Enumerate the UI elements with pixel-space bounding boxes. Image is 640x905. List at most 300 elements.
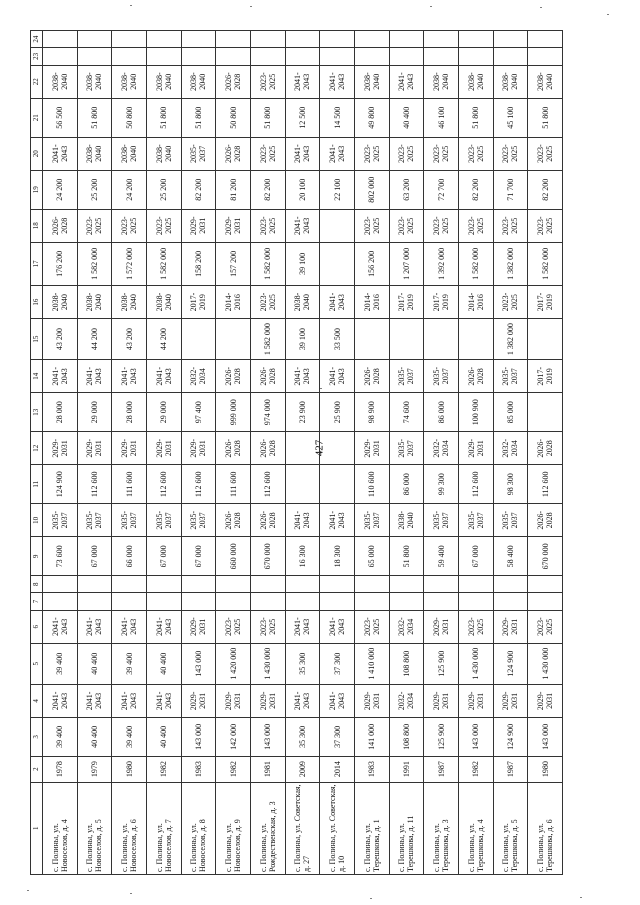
table-cell: 2029-2031 xyxy=(354,432,389,465)
table-cell xyxy=(424,48,459,65)
table-cell: 125 900 xyxy=(424,718,459,757)
table-cell: 2041-2043 xyxy=(112,610,147,643)
table-cell: 1 392 000 xyxy=(424,242,459,285)
table-cell: 2023-2025 xyxy=(250,209,285,242)
table-cell: 67 000 xyxy=(146,537,181,576)
scan-speck xyxy=(250,6,252,7)
column-header: 22 xyxy=(31,65,43,98)
table-cell xyxy=(389,593,424,610)
table-cell xyxy=(528,576,563,593)
table-cell: 2041-2043 xyxy=(285,610,320,643)
table-cell: 2023-2025 xyxy=(354,209,389,242)
table-cell: 2029-2031 xyxy=(250,684,285,717)
table-cell xyxy=(424,31,459,48)
table-cell: 143 000 xyxy=(528,718,563,757)
table-row xyxy=(528,31,563,875)
table-cell xyxy=(250,31,285,48)
table-cell: 2023-2025 xyxy=(146,209,181,242)
table-cell: 2041-2043 xyxy=(320,285,355,318)
table-cell: 2023-2025 xyxy=(493,209,528,242)
table-cell: 2038-2040 xyxy=(458,65,493,98)
address-cell: с. Полины, ул. Терешкова, д. 6 xyxy=(528,782,563,874)
table-cell xyxy=(146,48,181,65)
table-cell: 1982 xyxy=(146,756,181,782)
table-cell xyxy=(146,593,181,610)
table-cell: 112 600 xyxy=(146,465,181,504)
table-cell xyxy=(77,48,112,65)
table-cell xyxy=(354,31,389,48)
table-cell: 2041-2043 xyxy=(320,360,355,393)
table-cell: 2041-2043 xyxy=(77,610,112,643)
table-cell: 35 300 xyxy=(285,718,320,757)
column-header: 19 xyxy=(31,170,43,209)
column-header: 10 xyxy=(31,504,43,537)
table-cell: 2029-2031 xyxy=(354,684,389,717)
table-cell: 1 582 000 xyxy=(250,242,285,285)
page-number: 427 xyxy=(313,439,326,457)
table-cell: 28 000 xyxy=(112,393,147,432)
table-cell: 2035-2037 xyxy=(389,360,424,393)
table-cell xyxy=(354,593,389,610)
table-cell: 2035-2037 xyxy=(493,360,528,393)
table-cell: 59 400 xyxy=(424,537,459,576)
scan-speck xyxy=(540,7,542,8)
table-cell: 670 000 xyxy=(528,537,563,576)
table-cell: 142 000 xyxy=(216,718,251,757)
table-cell: 2035-2037 xyxy=(146,504,181,537)
table-cell: 1983 xyxy=(181,756,216,782)
table-cell xyxy=(216,319,251,360)
table-row xyxy=(493,31,528,875)
table-cell: 2041-2043 xyxy=(285,504,320,537)
table-cell: 2041-2043 xyxy=(320,684,355,717)
table-cell: 86 000 xyxy=(389,465,424,504)
table-cell: 2026-2028 xyxy=(528,432,563,465)
table-cell: 2035-2037 xyxy=(493,504,528,537)
document-sheet xyxy=(30,30,563,875)
table-cell xyxy=(112,48,147,65)
table-cell: 2038-2040 xyxy=(389,504,424,537)
table-cell xyxy=(389,576,424,593)
table-cell xyxy=(320,242,355,285)
column-header: 11 xyxy=(31,465,43,504)
table-cell: 2026-2028 xyxy=(458,360,493,393)
table-cell: 37 300 xyxy=(320,718,355,757)
table-cell: 100 900 xyxy=(458,393,493,432)
table-cell: 2023-2025 xyxy=(424,137,459,170)
table-cell: 124 900 xyxy=(43,465,78,504)
table-cell xyxy=(43,48,78,65)
table-cell: 2023-2025 xyxy=(250,285,285,318)
table-cell xyxy=(493,593,528,610)
table-cell: 1 582 000 xyxy=(77,242,112,285)
table-cell xyxy=(320,593,355,610)
table-cell: 143 000 xyxy=(458,718,493,757)
table-cell: 40 400 xyxy=(389,98,424,137)
address-cell: с. Полины, ул. Советская, д. 27 xyxy=(285,782,320,874)
table-cell: 39 400 xyxy=(43,718,78,757)
table-cell: 2038-2040 xyxy=(493,65,528,98)
scan-speck xyxy=(130,893,132,894)
table-cell: 33 500 xyxy=(320,319,355,360)
table-cell: 2038-2040 xyxy=(146,65,181,98)
table-cell xyxy=(77,576,112,593)
table-cell: 2023-2025 xyxy=(458,209,493,242)
table-cell: 2041-2043 xyxy=(112,360,147,393)
table-cell: 29 000 xyxy=(146,393,181,432)
table-cell: 72 700 xyxy=(424,170,459,209)
table-cell: 2035-2037 xyxy=(181,504,216,537)
table-cell xyxy=(285,465,320,504)
column-header: 13 xyxy=(31,393,43,432)
table-cell: 51 800 xyxy=(250,98,285,137)
table-cell: 14 500 xyxy=(320,98,355,137)
table-row xyxy=(43,31,78,875)
table-cell: 2023-2025 xyxy=(528,137,563,170)
table-cell: 86 000 xyxy=(424,393,459,432)
table-cell: 40 400 xyxy=(146,718,181,757)
table-cell: 12 500 xyxy=(285,98,320,137)
table-cell: 2041-2043 xyxy=(112,684,147,717)
table-cell: 1987 xyxy=(493,756,528,782)
table-cell: 143 000 xyxy=(181,643,216,684)
table-cell: 1980 xyxy=(528,756,563,782)
table-cell: 124 900 xyxy=(493,718,528,757)
table-cell: 50 800 xyxy=(216,98,251,137)
table-cell: 39 100 xyxy=(285,319,320,360)
table-cell: 176 200 xyxy=(43,242,78,285)
table-cell: 1 382 000 xyxy=(493,319,528,360)
table-cell: 1 382 000 xyxy=(493,242,528,285)
table-cell: 2023-2025 xyxy=(458,610,493,643)
column-header: 6 xyxy=(31,610,43,643)
table-cell: 40 400 xyxy=(146,643,181,684)
table-row xyxy=(77,31,112,875)
table-cell: 2023-2025 xyxy=(528,209,563,242)
table-cell: 2032-2034 xyxy=(424,432,459,465)
table-cell: 74 600 xyxy=(389,393,424,432)
table-cell: 2017-2019 xyxy=(389,285,424,318)
table-cell xyxy=(146,31,181,48)
table-cell: 110 600 xyxy=(354,465,389,504)
table-cell: 2032-2034 xyxy=(389,684,424,717)
table-cell: 2041-2043 xyxy=(77,684,112,717)
table-cell: 2041-2043 xyxy=(320,610,355,643)
table-cell: 67 000 xyxy=(77,537,112,576)
table-cell: 97 400 xyxy=(181,393,216,432)
table-cell: 111 600 xyxy=(216,465,251,504)
table-cell: 2023-2025 xyxy=(216,610,251,643)
table-cell: 2029-2031 xyxy=(112,432,147,465)
table-cell: 2038-2040 xyxy=(43,285,78,318)
table-cell: 2038-2040 xyxy=(528,65,563,98)
table-row xyxy=(458,31,493,875)
table-cell: 37 300 xyxy=(320,643,355,684)
table-cell: 43 200 xyxy=(112,319,147,360)
address-cell: с. Полины, ул. Новоселов, д. 8 xyxy=(181,782,216,874)
table-cell: 112 600 xyxy=(458,465,493,504)
address-cell: с. Полины, ул. Новоселов, д. 9 xyxy=(216,782,251,874)
table-cell: 73 600 xyxy=(43,537,78,576)
table-cell xyxy=(528,393,563,432)
table-cell xyxy=(216,576,251,593)
table-cell xyxy=(424,576,459,593)
table-cell: 40 400 xyxy=(77,643,112,684)
table-cell: 2035-2037 xyxy=(389,432,424,465)
table-cell xyxy=(354,319,389,360)
table-cell: 1 582 000 xyxy=(528,242,563,285)
table-cell xyxy=(216,48,251,65)
address-cell: с. Полины, ул. Терешкова, д. 1 xyxy=(354,782,389,874)
table-cell: 46 100 xyxy=(424,98,459,137)
table-cell: 974 000 xyxy=(250,393,285,432)
table-cell: 2014-2016 xyxy=(458,285,493,318)
table-cell: 1 430 000 xyxy=(458,643,493,684)
table-cell: 2029-2031 xyxy=(216,684,251,717)
table-cell: 25 200 xyxy=(77,170,112,209)
table-cell: 25 900 xyxy=(320,393,355,432)
table-cell: 2035-2037 xyxy=(43,504,78,537)
table-cell: 158 200 xyxy=(181,242,216,285)
table-cell: 51 800 xyxy=(389,537,424,576)
table-cell xyxy=(181,576,216,593)
table-cell xyxy=(354,48,389,65)
column-header: 24 xyxy=(31,31,43,48)
address-cell: с. Полины, ул. Новоселов, д. 5 xyxy=(77,782,112,874)
address-cell: с. Полины, ул. Новоселов, д. 7 xyxy=(146,782,181,874)
table-cell xyxy=(43,31,78,48)
table-cell: 2014-2016 xyxy=(216,285,251,318)
table-cell xyxy=(320,48,355,65)
table-cell: 51 800 xyxy=(146,98,181,137)
table-cell: 28 000 xyxy=(43,393,78,432)
table-cell: 2029-2031 xyxy=(528,684,563,717)
table-cell: 39 400 xyxy=(112,643,147,684)
table-cell: 82 200 xyxy=(181,170,216,209)
address-cell: с. Полины, ул. Терешкова, д. 4 xyxy=(458,782,493,874)
address-cell: с. Полины, ул. Терешкова, д. 11 xyxy=(389,782,424,874)
table-cell xyxy=(458,31,493,48)
table-cell: 2038-2040 xyxy=(146,137,181,170)
table-cell xyxy=(493,48,528,65)
table-cell: 65 000 xyxy=(354,537,389,576)
scan-speck xyxy=(370,898,372,899)
table-cell: 2035-2037 xyxy=(354,504,389,537)
table-cell: 1982 xyxy=(216,756,251,782)
table-cell: 2023-2025 xyxy=(389,137,424,170)
table-cell xyxy=(77,593,112,610)
column-header: 2 xyxy=(31,756,43,782)
table-cell: 2041-2043 xyxy=(320,504,355,537)
table-cell xyxy=(250,576,285,593)
table-cell xyxy=(181,319,216,360)
table-body xyxy=(43,31,563,875)
table-cell: 1982 xyxy=(458,756,493,782)
table-cell: 2026-2028 xyxy=(250,504,285,537)
table-cell: 670 000 xyxy=(250,537,285,576)
table-cell: 999 000 xyxy=(216,393,251,432)
table-cell: 2041-2043 xyxy=(285,137,320,170)
table-header-row xyxy=(31,31,43,875)
table-cell xyxy=(216,593,251,610)
table-cell: 2041-2043 xyxy=(43,137,78,170)
table-cell: 2041-2043 xyxy=(285,360,320,393)
table-cell xyxy=(320,209,355,242)
table-cell xyxy=(285,48,320,65)
table-cell xyxy=(112,593,147,610)
table-cell: 2026-2028 xyxy=(216,65,251,98)
table-cell: 112 600 xyxy=(250,465,285,504)
table-cell: 40 400 xyxy=(77,718,112,757)
table-cell: 2023-2025 xyxy=(250,137,285,170)
column-header: 4 xyxy=(31,684,43,717)
table-cell xyxy=(424,593,459,610)
table-cell: 1 420 000 xyxy=(216,643,251,684)
table-cell: 2038-2040 xyxy=(146,285,181,318)
table-cell xyxy=(458,319,493,360)
table-cell xyxy=(528,48,563,65)
column-header: 17 xyxy=(31,242,43,285)
table-cell: 2035-2037 xyxy=(181,137,216,170)
table-cell: 2009 xyxy=(285,756,320,782)
address-cell: с. Полины, ул. Новоселов, д. 6 xyxy=(112,782,147,874)
table-row xyxy=(146,31,181,875)
table-cell: 2038-2040 xyxy=(285,285,320,318)
table-cell xyxy=(354,576,389,593)
table-cell: 51 800 xyxy=(458,98,493,137)
scan-speck xyxy=(320,388,322,389)
address-cell: с. Полины, ул. Терешкова, д. 5 xyxy=(493,782,528,874)
table-cell: 51 800 xyxy=(528,98,563,137)
table-cell xyxy=(320,31,355,48)
table-cell: 1980 xyxy=(112,756,147,782)
table-cell: 2023-2025 xyxy=(493,285,528,318)
scan-speck xyxy=(580,897,582,898)
column-header: 20 xyxy=(31,137,43,170)
column-header: 16 xyxy=(31,285,43,318)
column-header: 5 xyxy=(31,643,43,684)
address-cell: с. Полины, ул. Советская, д. 10 xyxy=(320,782,355,874)
table-cell: 2023-2025 xyxy=(250,610,285,643)
table-cell: 124 900 xyxy=(493,643,528,684)
table-cell: 39 100 xyxy=(285,242,320,285)
table-cell: 2029-2031 xyxy=(77,432,112,465)
table-cell xyxy=(493,31,528,48)
table-cell: 2029-2031 xyxy=(493,610,528,643)
table-cell: 2038-2040 xyxy=(43,65,78,98)
table-cell: 2023-2025 xyxy=(528,610,563,643)
table-cell: 2029-2031 xyxy=(458,684,493,717)
column-header: 12 xyxy=(31,432,43,465)
table-cell: 2014 xyxy=(320,756,355,782)
table-cell: 2035-2037 xyxy=(458,504,493,537)
table-row xyxy=(112,31,147,875)
table-cell: 2032-2034 xyxy=(389,610,424,643)
table-cell xyxy=(458,593,493,610)
column-header: 15 xyxy=(31,319,43,360)
table-cell: 49 800 xyxy=(354,98,389,137)
table-cell: 2026-2028 xyxy=(250,432,285,465)
table-cell: 67 000 xyxy=(458,537,493,576)
table-cell: 50 800 xyxy=(112,98,147,137)
table-cell xyxy=(181,48,216,65)
table-cell: 2029-2031 xyxy=(181,432,216,465)
table-cell xyxy=(389,31,424,48)
table-cell: 156 200 xyxy=(354,242,389,285)
table-cell: 157 200 xyxy=(216,242,251,285)
table-cell: 24 200 xyxy=(43,170,78,209)
table-cell: 2023-2025 xyxy=(424,209,459,242)
table-cell: 2023-2025 xyxy=(354,610,389,643)
table-cell: 2029-2031 xyxy=(216,209,251,242)
table-row xyxy=(216,31,251,875)
table-cell: 2026-2028 xyxy=(216,137,251,170)
table-cell: 67 000 xyxy=(181,537,216,576)
table-row xyxy=(424,31,459,875)
table-cell: 112 600 xyxy=(528,465,563,504)
table-cell: 143 000 xyxy=(181,718,216,757)
table-cell: 71 700 xyxy=(493,170,528,209)
table-cell: 2017-2019 xyxy=(181,285,216,318)
table-cell xyxy=(216,31,251,48)
table-cell: 2026-2028 xyxy=(528,504,563,537)
table-cell xyxy=(181,593,216,610)
table-row xyxy=(250,31,285,875)
scan-speck xyxy=(430,6,432,7)
address-cell: с. Полины, ул. Новоселов, д. 4 xyxy=(43,782,78,874)
table-cell: 24 200 xyxy=(112,170,147,209)
table-cell: 35 300 xyxy=(285,643,320,684)
table-cell: 56 500 xyxy=(43,98,78,137)
table-cell: 2029-2031 xyxy=(146,432,181,465)
table-cell: 660 000 xyxy=(216,537,251,576)
table-cell: 1983 xyxy=(354,756,389,782)
table-cell: 2038-2040 xyxy=(112,285,147,318)
table-cell: 85 000 xyxy=(493,393,528,432)
table-cell: 51 800 xyxy=(77,98,112,137)
table-cell: 2023-2025 xyxy=(250,65,285,98)
table-cell: 2038-2040 xyxy=(112,137,147,170)
column-header: 18 xyxy=(31,209,43,242)
table-cell: 66 000 xyxy=(112,537,147,576)
column-header: 9 xyxy=(31,537,43,576)
table-cell: 2038-2040 xyxy=(77,285,112,318)
table-cell: 112 600 xyxy=(77,465,112,504)
table-cell: 2041-2043 xyxy=(285,684,320,717)
table-cell: 29 000 xyxy=(77,393,112,432)
table-cell xyxy=(458,576,493,593)
table-cell xyxy=(424,319,459,360)
table-cell xyxy=(146,576,181,593)
table-cell: 2041-2043 xyxy=(43,610,78,643)
table-cell xyxy=(320,432,355,465)
table-cell: 2029-2031 xyxy=(424,610,459,643)
table-cell: 2029-2031 xyxy=(181,209,216,242)
column-header: 23 xyxy=(31,48,43,65)
table-cell: 1 582 000 xyxy=(250,319,285,360)
table-cell: 2023-2025 xyxy=(354,137,389,170)
table-cell: 802 000 xyxy=(354,170,389,209)
scan-speck xyxy=(607,14,609,15)
table-cell: 2041-2043 xyxy=(285,209,320,242)
table-cell: 45 100 xyxy=(493,98,528,137)
table-cell xyxy=(77,31,112,48)
table-cell xyxy=(112,576,147,593)
table-cell: 23 900 xyxy=(285,393,320,432)
table-cell: 2026-2028 xyxy=(43,209,78,242)
table-cell: 2035-2037 xyxy=(77,504,112,537)
table-row xyxy=(320,31,355,875)
